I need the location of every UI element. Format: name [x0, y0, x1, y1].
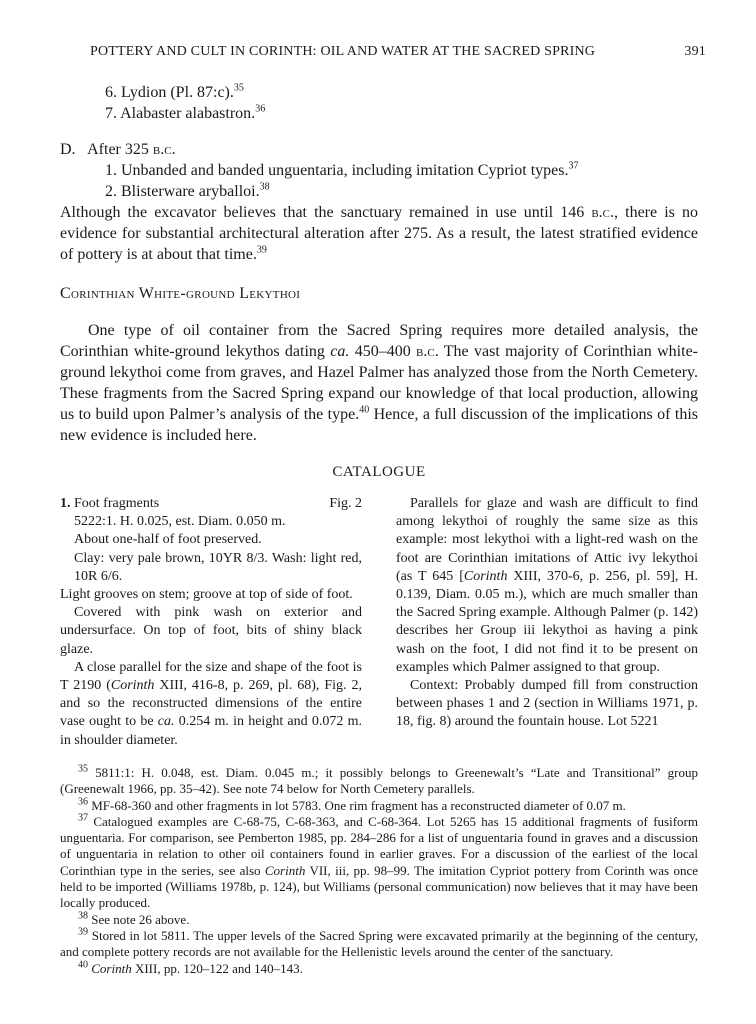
paragraph: One type of oil container from the Sacred Spring requires more detailed analysis, the Corinthian white-ground lekythos dating ca. 450–400 b.c. The vast majority of Corinthian white-ground lekythoi come from graves, and Hazel Palmer has analyzed those from the North Cemetery. These fragments from the Sacred Spring expand our knowledge of that local production, allowing us to build upon Palmer’s analysis of the type.$^{40}$ Hence, a full discussion of the implications of this new evidence is included here.: [60, 322, 698, 444]
paragraph: Although the excavator believes that the sanctuary remained in use until 146 b.c., there is no evidence for substantial architectural alteration after 275. As a result, the latest stratified evidence of pottery is at about that time.$^{39}$: [60, 204, 698, 263]
catalogue-left-column: [60, 495, 362, 750]
footnote: $^{39}$ Stored in lot 5811. The upper levels of the Sacred Spring were excavated primarily at the beginning of the century, and complete pottery records are not available for the Hellenistic levels around the center of the sanctuary.: [60, 926, 698, 960]
catalogue-heading: CATALOGUE: [332, 464, 426, 480]
entry-heading: 1. Foot fragments Fig. 2: [60, 495, 362, 513]
footnote: $^{36}$ MF-68-360 and other fragments in lot 5783. One rim fragment has a reconstructed diameter of 0.07 m.: [78, 796, 626, 813]
section-heading: Corinthian White-ground Lekythoi: [60, 285, 301, 302]
running-title: POTTERY AND CULT IN CORINTH: OIL AND WATER AT THE SACRED SPRING: [90, 44, 596, 59]
entry-line: Light grooves on stem; groove at top of side of foot.: [60, 587, 353, 603]
entry-line: Clay: very pale brown, 10YR 8/3. Wash: light red, 10R 6/6.: [74, 550, 362, 584]
list-item: 2. Blisterware aryballoi.$^{38}$: [105, 181, 270, 200]
entry-line: Covered with pink wash on exterior and undersurface. On top of foot, bits of shiny black glaze.: [60, 605, 362, 657]
running-head: [90, 44, 706, 60]
footnote: $^{35}$ 5811:1: H. 0.048, est. Diam. 0.045 m.; it possibly belongs to Greenewalt’s “Late and Transitional” group (Greenewalt 1966, pp. 35–42). See note 74 below for North Cemetery parallels.: [60, 763, 699, 797]
figure-reference: Fig. 2: [329, 496, 362, 511]
list-item: 7. Alabaster alabastron.$^{36}$: [105, 103, 266, 122]
page-number: 391: [684, 44, 706, 59]
entry-paragraph: Parallels for glaze and wash are difficult to find among lekythoi of roughly the same size as this example: most lekythoi with a light-red wash on the foot are Corinthian imitations of Attic ivy lekythoi (as T 645 [Corinth XIII, 370-6, p. 256, pl. 59], H. 0.139, Diam. 0.05 m.), which are much smaller than the Sacred Spring example. Although Palmer (p. 142) describes her Group iii lekythoi as having a pink wash on the foot, I did not find it to be present on examples which Palmer assigned to that group.: [396, 496, 698, 675]
list-item: 1. Unbanded and banded unguentaria, including imitation Cypriot types.$^{37}$: [105, 160, 579, 179]
footnotes: [60, 765, 698, 977]
main-text: [60, 82, 698, 750]
footnote: $^{40}$ Corinth XIII, pp. 120–122 and 140–143.: [78, 959, 303, 976]
footnote: $^{38}$ See note 26 above.: [78, 910, 190, 927]
catalogue-columns: [60, 495, 698, 750]
entry-paragraph: Context: Probably dumped fill from construction between phases 1 and 2 (section in Williams 1971, p. 18, fig. 8) around the fountain house. Lot 5221: [396, 678, 698, 730]
entry-line: 5222:1. H. 0.025, est. Diam. 0.050 m.: [74, 514, 286, 530]
catalogue-right-column: [396, 495, 698, 750]
footnote: $^{37}$ Catalogued examples are C-68-75, C-68-363, and C-68-364. Lot 5265 has 15 additional fragments of fusiform unguentaria. For comparison, see Pemberton 1985, pp. 284–286 for a list of unguentaria found in graves and a discussion of unguentaria in relation to other oil containers found in earlier graves. For a discussion of the earliest of the local Corinthian type in the series, see also Corinth VII, iii, pp. 98–99. The imitation Cypriot pottery from Corinth was once held to be imported (Williams 1978b, p. 124), but Williams (personal communication) now believes that it may have been locally produced.: [60, 812, 698, 911]
entry-line: About one-half of foot preserved.: [74, 532, 262, 548]
entry-line: A close parallel for the size and shape of the foot is T 2190 (Corinth XIII, 416-8, p. 269, pl. 68), Fig. 2, and so the reconstructed dimensions of the entire vase ought to be ca. 0.254 m. in height and 0.072 m. in shoulder diameter.: [60, 659, 362, 748]
list-heading-d: D. After 325 b.c.: [60, 141, 176, 158]
list-item: 6. Lydion (Pl. 87:c).$^{35}$: [105, 82, 244, 101]
